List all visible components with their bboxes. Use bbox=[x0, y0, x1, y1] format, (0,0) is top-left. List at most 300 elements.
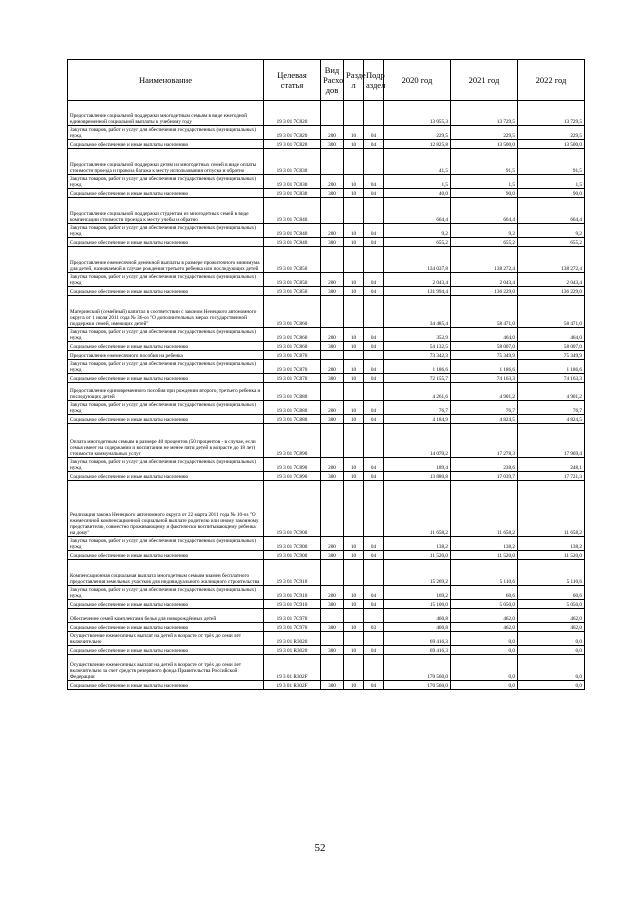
cell-target-article: 19 3 01 7С830 bbox=[264, 149, 321, 175]
cell-section bbox=[344, 149, 364, 175]
cell-2022: 0,0 bbox=[518, 632, 585, 646]
cell-expense-type bbox=[321, 609, 344, 623]
cell-subsection bbox=[364, 481, 384, 537]
cell-name: Предоставление социальной поддержки детям из многодетных семей в виде оплаты стоимости проезда и провоза багажа к месту использования отпуска и обратно bbox=[68, 149, 264, 175]
cell-target-article: 19 3 01 7С890 bbox=[264, 424, 321, 458]
cell-section bbox=[344, 247, 364, 273]
cell-2021: 0,0 bbox=[451, 646, 518, 655]
cell-2020: 169,2 bbox=[384, 586, 451, 600]
table-row bbox=[68, 342, 585, 351]
cell-section bbox=[344, 481, 364, 537]
cell-section: 10 bbox=[344, 401, 364, 415]
cell-2020: 170 560,0 bbox=[384, 681, 451, 690]
cell-2022: 464,0 bbox=[518, 328, 585, 342]
cell-name: Предоставление социальной поддержки многодетным семьям в виде ежегодной единовременной социальной выплаты к учебному году bbox=[68, 101, 264, 126]
cell-target-article: 19 3 01 7С880 bbox=[264, 415, 321, 424]
cell-expense-type bbox=[321, 296, 344, 328]
cell-2020: 460,8 bbox=[384, 609, 451, 623]
cell-name: Социальное обеспечение и иные выплаты населению bbox=[68, 623, 264, 632]
cell-2020: 11 520,0 bbox=[384, 551, 451, 560]
cell-expense-type: 200 bbox=[321, 224, 344, 238]
table-row bbox=[68, 287, 585, 296]
cell-target-article: 19 3 01 7С970 bbox=[264, 609, 321, 623]
cell-subsection bbox=[364, 655, 384, 681]
cell-section: 10 bbox=[344, 458, 364, 472]
table-row bbox=[68, 481, 585, 537]
table-row bbox=[68, 351, 585, 360]
page-number: 52 bbox=[314, 842, 326, 854]
header-year-2020: 2020 год bbox=[384, 60, 451, 101]
cell-name: Закупка товаров, работ и услуг для обеспечения государственных (муниципальных) нужд bbox=[68, 175, 264, 189]
cell-2021: 0,0 bbox=[451, 655, 518, 681]
cell-2020: 54 132,5 bbox=[384, 342, 451, 351]
cell-expense-type: 200 bbox=[321, 328, 344, 342]
cell-expense-type: 300 bbox=[321, 287, 344, 296]
cell-section: 10 bbox=[344, 374, 364, 383]
cell-subsection bbox=[364, 101, 384, 126]
cell-2020: 9,2 bbox=[384, 224, 451, 238]
cell-section bbox=[344, 383, 364, 401]
cell-subsection: 04 bbox=[364, 401, 384, 415]
cell-section: 10 bbox=[344, 646, 364, 655]
cell-name: Закупка товаров, работ и услуг для обеспечения государственных (муниципальных) нужд bbox=[68, 360, 264, 374]
cell-2020: 664,4 bbox=[384, 198, 451, 224]
cell-2021: 462,0 bbox=[451, 623, 518, 632]
cell-name: Социальное обеспечение и иные выплаты населению bbox=[68, 551, 264, 560]
cell-2020: 12 825,8 bbox=[384, 140, 451, 149]
cell-name: Материнский (семейный) капитал в соответствии с законом Ненецкого автономного округа от 1 июля 2011 года № 36-оз "О дополнительных мерах государственной поддержки семей, имеющих детей" bbox=[68, 296, 264, 328]
cell-subsection: 04 bbox=[364, 586, 384, 600]
cell-2021: 0,0 bbox=[451, 681, 518, 690]
cell-section: 10 bbox=[344, 537, 364, 551]
cell-2021: 4 824,5 bbox=[451, 415, 518, 424]
table-row bbox=[68, 551, 585, 560]
cell-section bbox=[344, 101, 364, 126]
table-row bbox=[68, 383, 585, 401]
cell-subsection: 04 bbox=[364, 537, 384, 551]
cell-subsection bbox=[364, 198, 384, 224]
table-row bbox=[68, 681, 585, 690]
cell-2020: 460,8 bbox=[384, 623, 451, 632]
table-row bbox=[68, 609, 585, 623]
cell-subsection: 04 bbox=[364, 681, 384, 690]
cell-2022: 17 969,4 bbox=[518, 424, 585, 458]
cell-2022: 229,5 bbox=[518, 126, 585, 140]
cell-target-article: 19 3 01 7С870 bbox=[264, 360, 321, 374]
cell-2021: 136 229,0 bbox=[451, 287, 518, 296]
cell-expense-type bbox=[321, 198, 344, 224]
cell-2020: 229,5 bbox=[384, 126, 451, 140]
cell-name: Закупка товаров, работ и услуг для обеспечения государственных (муниципальных) нужд bbox=[68, 273, 264, 287]
cell-2022: 138 272,4 bbox=[518, 247, 585, 273]
cell-expense-type: 200 bbox=[321, 401, 344, 415]
cell-2021: 13 500,0 bbox=[451, 140, 518, 149]
cell-2020: 189,4 bbox=[384, 458, 451, 472]
cell-target-article: 19 3 01 7С900 bbox=[264, 481, 321, 537]
cell-subsection: 04 bbox=[364, 342, 384, 351]
cell-name: Социальное обеспечение и иные выплаты населению bbox=[68, 600, 264, 609]
cell-subsection: 04 bbox=[364, 472, 384, 481]
cell-target-article: 19 3 01 R3020 bbox=[264, 646, 321, 655]
cell-2020: 76,7 bbox=[384, 401, 451, 415]
cell-expense-type: 300 bbox=[321, 623, 344, 632]
cell-name: Социальное обеспечение и иные выплаты населению bbox=[68, 415, 264, 424]
cell-2022: 76,7 bbox=[518, 401, 585, 415]
cell-2021: 4 901,2 bbox=[451, 383, 518, 401]
cell-target-article: 19 3 01 7С850 bbox=[264, 247, 321, 273]
cell-subsection: 04 bbox=[364, 238, 384, 247]
cell-2022: 17 721,3 bbox=[518, 472, 585, 481]
table-row bbox=[68, 623, 585, 632]
cell-2022: 11 658,2 bbox=[518, 481, 585, 537]
cell-name: Социальное обеспечение и иные выплаты населению bbox=[68, 189, 264, 198]
cell-2021: 17 278,3 bbox=[451, 424, 518, 458]
cell-expense-type: 200 bbox=[321, 126, 344, 140]
cell-2021: 58 007,0 bbox=[451, 342, 518, 351]
cell-2022: 5 110,6 bbox=[518, 560, 585, 586]
cell-2020: 40,0 bbox=[384, 189, 451, 198]
table-row bbox=[68, 101, 585, 126]
cell-target-article: 19 3 01 7С850 bbox=[264, 287, 321, 296]
cell-2020: 138,2 bbox=[384, 537, 451, 551]
cell-section bbox=[344, 351, 364, 360]
cell-target-article: 19 3 01 7С840 bbox=[264, 224, 321, 238]
cell-2022: 248,1 bbox=[518, 458, 585, 472]
cell-expense-type: 200 bbox=[321, 537, 344, 551]
cell-2021: 74 163,3 bbox=[451, 374, 518, 383]
table-row bbox=[68, 560, 585, 586]
cell-2022: 60,6 bbox=[518, 586, 585, 600]
table-row bbox=[68, 600, 585, 609]
cell-subsection bbox=[364, 609, 384, 623]
cell-target-article: 19 3 01 R302F bbox=[264, 655, 321, 681]
cell-subsection bbox=[364, 383, 384, 401]
cell-subsection: 04 bbox=[364, 360, 384, 374]
table-row bbox=[68, 296, 585, 328]
cell-target-article: 19 3 01 7С890 bbox=[264, 458, 321, 472]
cell-2021: 75 349,9 bbox=[451, 351, 518, 360]
cell-target-article: 19 3 01 7С820 bbox=[264, 126, 321, 140]
table-row bbox=[68, 360, 585, 374]
table-row bbox=[68, 149, 585, 175]
cell-name: Предоставление социальной поддержки студентам из многодетных семей в виде компенсации стоимости проезда к месту учебы и обратно bbox=[68, 198, 264, 224]
cell-2021: 9,2 bbox=[451, 224, 518, 238]
cell-target-article: 19 3 01 7С830 bbox=[264, 175, 321, 189]
cell-2021: 13 729,5 bbox=[451, 101, 518, 126]
cell-2021: 1 186,6 bbox=[451, 360, 518, 374]
cell-subsection bbox=[364, 632, 384, 646]
cell-subsection: 04 bbox=[364, 458, 384, 472]
cell-2020: 69 416,3 bbox=[384, 632, 451, 646]
cell-name: Социальное обеспечение и иные выплаты населению bbox=[68, 472, 264, 481]
cell-section bbox=[344, 198, 364, 224]
cell-section: 10 bbox=[344, 224, 364, 238]
cell-2022: 2 043,4 bbox=[518, 273, 585, 287]
cell-2022: 1 186,6 bbox=[518, 360, 585, 374]
cell-2020: 1,5 bbox=[384, 175, 451, 189]
cell-name: Закупка товаров, работ и услуг для обеспечения государственных (муниципальных) нужд bbox=[68, 328, 264, 342]
cell-name: Предоставление ежемесячной денежной выплаты в размере прожиточного минимума для детей, назначаемой в случае рождения третьего ребенка или последующих детей bbox=[68, 247, 264, 273]
cell-2022: 0,0 bbox=[518, 646, 585, 655]
cell-expense-type bbox=[321, 481, 344, 537]
cell-subsection: 04 bbox=[364, 600, 384, 609]
cell-2022: 91,5 bbox=[518, 149, 585, 175]
cell-2022: 462,0 bbox=[518, 609, 585, 623]
cell-target-article: 19 3 01 7С860 bbox=[264, 296, 321, 328]
cell-section: 10 bbox=[344, 175, 364, 189]
header-section: Разде л bbox=[344, 60, 364, 101]
cell-2022: 13 729,5 bbox=[518, 101, 585, 126]
cell-target-article: 19 3 01 7С870 bbox=[264, 374, 321, 383]
cell-expense-type: 300 bbox=[321, 140, 344, 149]
table-row bbox=[68, 238, 585, 247]
cell-name: Компенсационная социальная выплата многодетным семьям взамен бесплатного предоставления земельных участков для индивидуального жилищного строительства bbox=[68, 560, 264, 586]
cell-name: Реализация закона Ненецкого автономного округа от 22 марта 2011 года № 10-оз "О ежемесячной компенсационной социальной выплате родителю или иному законному представителю, совместно проживающему и фактически воспитывающему ребенка на дому" bbox=[68, 481, 264, 537]
cell-subsection bbox=[364, 560, 384, 586]
cell-section: 10 bbox=[344, 140, 364, 149]
cell-section bbox=[344, 609, 364, 623]
cell-2021: 1,5 bbox=[451, 175, 518, 189]
cell-expense-type: 300 bbox=[321, 238, 344, 247]
cell-2022: 74 163,3 bbox=[518, 374, 585, 383]
cell-2022: 462,0 bbox=[518, 623, 585, 632]
cell-target-article: 19 3 01 R3020 bbox=[264, 632, 321, 646]
cell-2020: 69 416,3 bbox=[384, 646, 451, 655]
cell-section: 10 bbox=[344, 342, 364, 351]
table-row bbox=[68, 175, 585, 189]
cell-2021: 238,6 bbox=[451, 458, 518, 472]
cell-subsection: 04 bbox=[364, 551, 384, 560]
cell-target-article: 19 3 01 7С860 bbox=[264, 328, 321, 342]
cell-2021: 17 039,7 bbox=[451, 472, 518, 481]
cell-section bbox=[344, 560, 364, 586]
cell-target-article: 19 3 01 7С890 bbox=[264, 472, 321, 481]
cell-section: 10 bbox=[344, 273, 364, 287]
cell-subsection: 04 bbox=[364, 374, 384, 383]
cell-expense-type bbox=[321, 247, 344, 273]
table-row bbox=[68, 140, 585, 149]
cell-name: Социальное обеспечение и иные выплаты населению bbox=[68, 681, 264, 690]
cell-2022: 655,2 bbox=[518, 238, 585, 247]
cell-2022: 0,0 bbox=[518, 681, 585, 690]
cell-expense-type: 200 bbox=[321, 273, 344, 287]
cell-subsection: 04 bbox=[364, 646, 384, 655]
cell-2020: 15 100,0 bbox=[384, 600, 451, 609]
cell-2021: 138 272,4 bbox=[451, 247, 518, 273]
cell-target-article: 19 3 01 7С910 bbox=[264, 586, 321, 600]
cell-subsection: 04 bbox=[364, 126, 384, 140]
cell-name: Предоставление ежемесячного пособия на ребенка bbox=[68, 351, 264, 360]
cell-2020: 15 269,2 bbox=[384, 560, 451, 586]
cell-section: 10 bbox=[344, 586, 364, 600]
cell-2020: 134 037,8 bbox=[384, 247, 451, 273]
cell-2020: 34 485,4 bbox=[384, 296, 451, 328]
table-row bbox=[68, 646, 585, 655]
cell-2020: 655,2 bbox=[384, 238, 451, 247]
header-year-2021: 2021 год bbox=[451, 60, 518, 101]
table-header-row bbox=[68, 60, 585, 101]
cell-2021: 2 043,4 bbox=[451, 273, 518, 287]
cell-expense-type bbox=[321, 351, 344, 360]
table-row bbox=[68, 632, 585, 646]
cell-expense-type: 300 bbox=[321, 374, 344, 383]
cell-expense-type bbox=[321, 632, 344, 646]
cell-2020: 131 994,4 bbox=[384, 287, 451, 296]
cell-expense-type: 300 bbox=[321, 551, 344, 560]
cell-target-article: 19 3 01 7С820 bbox=[264, 140, 321, 149]
cell-subsection: 04 bbox=[364, 224, 384, 238]
cell-expense-type: 200 bbox=[321, 586, 344, 600]
cell-target-article: 19 3 01 7С850 bbox=[264, 273, 321, 287]
table-row bbox=[68, 472, 585, 481]
cell-name: Обеспечение семей комплектами белья для новорождённых детей bbox=[68, 609, 264, 623]
cell-2021: 60,6 bbox=[451, 586, 518, 600]
cell-2022: 58 471,0 bbox=[518, 296, 585, 328]
header-subsection: Подр аздел bbox=[364, 60, 384, 101]
table-row bbox=[68, 198, 585, 224]
cell-section: 10 bbox=[344, 415, 364, 424]
table-row bbox=[68, 247, 585, 273]
header-year-2022: 2022 год bbox=[518, 60, 585, 101]
header-name: Наименование bbox=[68, 60, 264, 101]
cell-name: Социальное обеспечение и иные выплаты населению bbox=[68, 374, 264, 383]
budget-table bbox=[67, 59, 585, 690]
cell-2021: 462,0 bbox=[451, 609, 518, 623]
cell-name: Осуществление ежемесячных выплат на детей в возрасте от трёх до семи лет включительно за счет средств резервного фонда Правительства Российской Федерации bbox=[68, 655, 264, 681]
table-row bbox=[68, 401, 585, 415]
cell-section: 10 bbox=[344, 551, 364, 560]
cell-2020: 41,5 bbox=[384, 149, 451, 175]
cell-2020: 2 043,4 bbox=[384, 273, 451, 287]
cell-2020: 72 155,7 bbox=[384, 374, 451, 383]
cell-2022: 13 500,0 bbox=[518, 140, 585, 149]
cell-2021: 76,7 bbox=[451, 401, 518, 415]
cell-2021: 90,0 bbox=[451, 189, 518, 198]
table-row bbox=[68, 224, 585, 238]
cell-section bbox=[344, 655, 364, 681]
cell-name: Закупка товаров, работ и услуг для обеспечения государственных (муниципальных) нужд bbox=[68, 224, 264, 238]
cell-2021: 138,2 bbox=[451, 537, 518, 551]
table-body bbox=[68, 101, 585, 690]
table-row bbox=[68, 328, 585, 342]
cell-2021: 464,0 bbox=[451, 328, 518, 342]
cell-target-article: 19 3 01 7С840 bbox=[264, 198, 321, 224]
cell-2022: 136 229,0 bbox=[518, 287, 585, 296]
cell-subsection: 04 bbox=[364, 140, 384, 149]
cell-2022: 11 520,0 bbox=[518, 551, 585, 560]
table-row bbox=[68, 126, 585, 140]
cell-name: Социальное обеспечение и иные выплаты населению bbox=[68, 140, 264, 149]
cell-target-article: 19 3 01 7С820 bbox=[264, 101, 321, 126]
cell-expense-type: 300 bbox=[321, 600, 344, 609]
cell-2022: 138,2 bbox=[518, 537, 585, 551]
cell-subsection: 04 bbox=[364, 189, 384, 198]
cell-target-article: 19 3 01 7С900 bbox=[264, 551, 321, 560]
cell-2020: 14 070,2 bbox=[384, 424, 451, 458]
cell-2022: 90,0 bbox=[518, 189, 585, 198]
table-row bbox=[68, 424, 585, 458]
cell-2020: 4 261,6 bbox=[384, 383, 451, 401]
cell-name: Закупка товаров, работ и услуг для обеспечения государственных (муниципальных) нужд bbox=[68, 537, 264, 551]
header-target-article: Целевая статья bbox=[264, 60, 321, 101]
cell-2022: 1,5 bbox=[518, 175, 585, 189]
cell-2022: 75 349,9 bbox=[518, 351, 585, 360]
cell-section: 10 bbox=[344, 189, 364, 198]
cell-subsection: 04 bbox=[364, 328, 384, 342]
budget-table-container bbox=[67, 59, 584, 690]
cell-target-article: 19 3 01 R302F bbox=[264, 681, 321, 690]
cell-section bbox=[344, 632, 364, 646]
cell-name: Закупка товаров, работ и услуг для обеспечения государственных (муниципальных) нужд bbox=[68, 126, 264, 140]
cell-2021: 91,5 bbox=[451, 149, 518, 175]
cell-2022: 4 901,2 bbox=[518, 383, 585, 401]
cell-2021: 664,4 bbox=[451, 198, 518, 224]
table-row bbox=[68, 458, 585, 472]
cell-name: Закупка товаров, работ и услуг для обеспечения государственных (муниципальных) нужд bbox=[68, 458, 264, 472]
cell-expense-type: 300 bbox=[321, 681, 344, 690]
cell-2022: 664,4 bbox=[518, 198, 585, 224]
cell-2020: 4 184,9 bbox=[384, 415, 451, 424]
cell-expense-type bbox=[321, 101, 344, 126]
cell-name: Социальное обеспечение и иные выплаты населению bbox=[68, 238, 264, 247]
table-row bbox=[68, 273, 585, 287]
cell-section: 10 bbox=[344, 328, 364, 342]
cell-target-article: 19 3 01 7С970 bbox=[264, 623, 321, 632]
cell-2021: 229,5 bbox=[451, 126, 518, 140]
cell-name: Закупка товаров, работ и услуг для обеспечения государственных (муниципальных) нужд bbox=[68, 401, 264, 415]
cell-section: 10 bbox=[344, 600, 364, 609]
cell-name: Предоставление единовременного пособия при рождении второго, третьего ребенка и последующих детей bbox=[68, 383, 264, 401]
cell-2021: 655,2 bbox=[451, 238, 518, 247]
header-expense-type: Вид Расхо дов bbox=[321, 60, 344, 101]
cell-2020: 73 342,3 bbox=[384, 351, 451, 360]
cell-target-article: 19 3 01 7С880 bbox=[264, 401, 321, 415]
cell-expense-type: 200 bbox=[321, 458, 344, 472]
cell-expense-type bbox=[321, 149, 344, 175]
cell-section: 10 bbox=[344, 681, 364, 690]
cell-subsection bbox=[364, 247, 384, 273]
cell-subsection: 04 bbox=[364, 287, 384, 296]
cell-target-article: 19 3 01 7С910 bbox=[264, 600, 321, 609]
table-row bbox=[68, 374, 585, 383]
cell-section: 10 bbox=[344, 238, 364, 247]
cell-name: Закупка товаров, работ и услуг для обеспечения государственных (муниципальных) нужд bbox=[68, 586, 264, 600]
cell-target-article: 19 3 01 7С910 bbox=[264, 560, 321, 586]
cell-subsection bbox=[364, 351, 384, 360]
cell-subsection bbox=[364, 296, 384, 328]
cell-expense-type: 300 bbox=[321, 189, 344, 198]
table-row bbox=[68, 586, 585, 600]
cell-expense-type bbox=[321, 560, 344, 586]
cell-2021: 0,0 bbox=[451, 632, 518, 646]
cell-expense-type: 300 bbox=[321, 415, 344, 424]
cell-2022: 4 824,5 bbox=[518, 415, 585, 424]
cell-2021: 58 471,0 bbox=[451, 296, 518, 328]
cell-subsection: 04 bbox=[364, 415, 384, 424]
cell-name: Социальное обеспечение и иные выплаты населению bbox=[68, 342, 264, 351]
cell-expense-type bbox=[321, 655, 344, 681]
cell-expense-type bbox=[321, 424, 344, 458]
cell-target-article: 19 3 01 7С870 bbox=[264, 351, 321, 360]
cell-subsection bbox=[364, 424, 384, 458]
cell-section: 10 bbox=[344, 472, 364, 481]
cell-2020: 170 560,0 bbox=[384, 655, 451, 681]
cell-name: Оплата многодетным семьям в размере 40 процентов (50 процентов - в случае, если семья имеет на содержании и воспитании не менее пяти детей в возрасте до 18 лет) стоимости коммунальных услуг bbox=[68, 424, 264, 458]
cell-target-article: 19 3 01 7С830 bbox=[264, 189, 321, 198]
cell-2022: 9,2 bbox=[518, 224, 585, 238]
cell-target-article: 19 3 01 7С840 bbox=[264, 238, 321, 247]
table-row bbox=[68, 415, 585, 424]
